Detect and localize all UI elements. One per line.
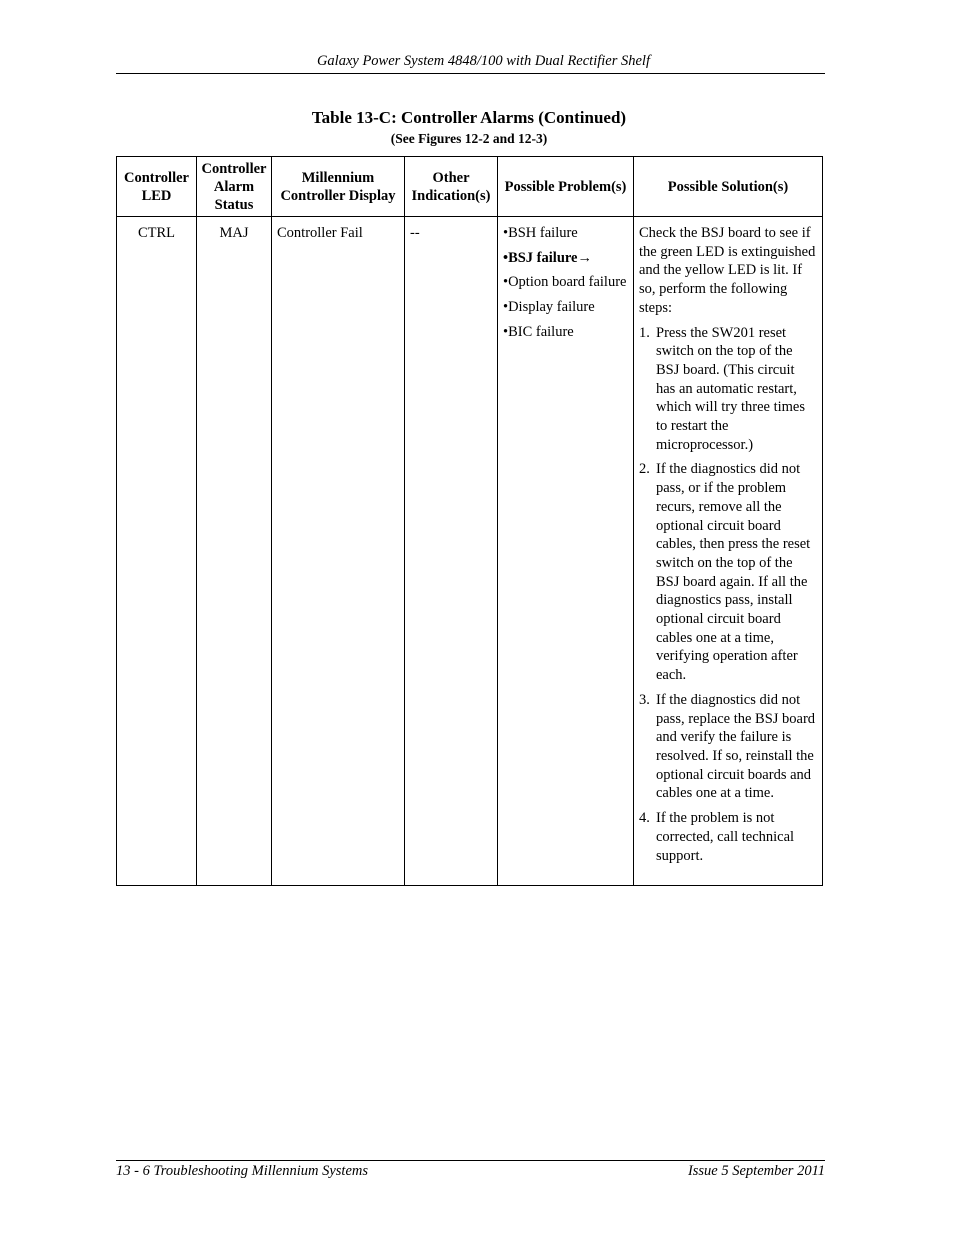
column-header-controller-display: Millennium Controller Display	[272, 157, 405, 217]
controller-alarms-table	[116, 156, 823, 886]
table-subtitle: (See Figures 12-2 and 12-3)	[390, 131, 548, 146]
problem-item: •Option board failure	[503, 274, 627, 291]
footer-section: 13 - 6 Troubleshooting Millennium Systems	[116, 1163, 368, 1179]
footer-issue-date: Issue 5 September 2011	[687, 1163, 825, 1179]
step-text: If the problem is not corrected, call technical support.	[656, 810, 795, 864]
step-number: 3.	[639, 691, 650, 708]
running-title: Galaxy Power System 4848/100 with Dual Rectifier Shelf	[316, 53, 650, 69]
step-text: If the diagnostics did not pass, or if the problem recurs, remove all the optional circuit board cables, then press the reset switch on the top of the BSJ board again. If all the diagnostics pass, install optional circuit board cables one at a time, verifying operation after each.	[656, 461, 811, 684]
cell-controller-led: CTRL	[117, 217, 197, 886]
cell-other-indications: --	[405, 217, 498, 886]
step-number: 4.	[639, 810, 650, 827]
step-text: Press the SW201 reset switch on the top of the BSJ board. (This circuit has an automatic restart, which will try three times to restart the microprocessor.)	[656, 324, 805, 453]
running-footer	[116, 1160, 825, 1179]
problem-item-link: •BSJ failure→	[503, 249, 592, 266]
problem-item: •BSH failure	[503, 225, 578, 241]
column-header-alarm-status: Controller Alarm Status	[197, 157, 272, 217]
cell-possible-problems	[498, 217, 634, 886]
problem-item: •BIC failure	[503, 323, 574, 340]
table-header-row	[117, 157, 823, 217]
step-text: If the diagnostics did not pass, replace the BSJ board and verify the failure is resolved. If so, reinstall the optional circuit boards and cables one at a time.	[656, 691, 816, 802]
cell-controller-display: Controller Fail	[272, 217, 405, 886]
problem-list	[503, 224, 628, 342]
solution-step	[639, 324, 817, 455]
solution-intro: Check the BSJ board to see if the green LED is extinguished and the yellow LED is lit. If so, perform the following steps:	[639, 225, 816, 316]
column-header-controller-led: Controller LED	[117, 157, 197, 217]
step-number: 2.	[639, 461, 650, 478]
solution-steps	[639, 324, 817, 866]
step-number: 1.	[639, 324, 650, 341]
problem-item: •Display failure	[503, 299, 595, 316]
table-title: Table 13-C: Controller Alarms (Continued)	[311, 108, 627, 127]
cell-alarm-status: MAJ	[197, 217, 272, 886]
column-header-other-indications: Other Indication(s)	[405, 157, 498, 217]
solution-step	[639, 460, 817, 684]
column-header-possible-problems: Possible Problem(s)	[498, 157, 634, 217]
solution-step	[639, 809, 817, 865]
table-row	[117, 217, 823, 886]
solution-step	[639, 691, 817, 803]
running-header	[116, 52, 825, 74]
cell-possible-solutions	[634, 217, 823, 886]
column-header-possible-solutions: Possible Solution(s)	[634, 157, 823, 217]
